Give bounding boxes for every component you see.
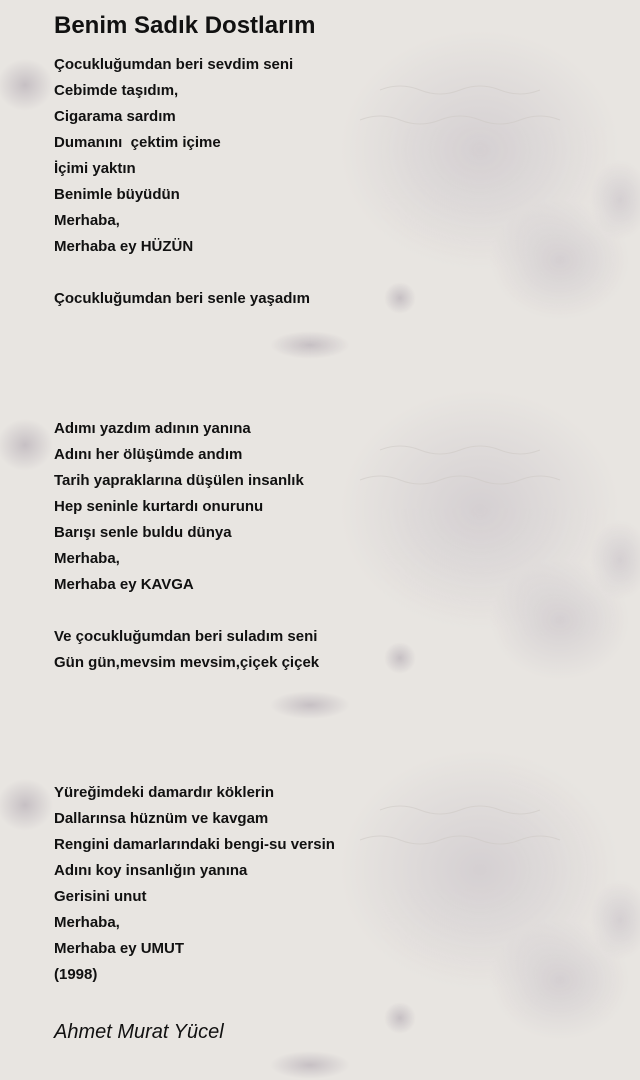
poem-line bbox=[54, 338, 335, 364]
poem-line: Çocukluğumdan beri sevdim seni bbox=[54, 56, 294, 73]
poem-line: Merhaba, bbox=[54, 212, 120, 229]
poem-page bbox=[54, 0, 620, 1080]
poem-line: Cebimde taşıdım, bbox=[54, 82, 179, 99]
poem-line: Cigarama sardım bbox=[54, 108, 176, 125]
poem-line: Merhaba, bbox=[54, 550, 120, 567]
poem-line: Gerisini unut bbox=[54, 888, 147, 905]
poem-body bbox=[54, 52, 335, 988]
poem-line bbox=[54, 312, 335, 338]
poem-line: Adını koy insanlığın yanına bbox=[54, 862, 248, 879]
poem-line bbox=[54, 364, 335, 390]
poem-line: Tarih yapraklarına düşülen insanlık bbox=[54, 472, 304, 489]
poem-line: Gün gün,mevsim mevsim,çiçek çiçek bbox=[54, 654, 320, 671]
poem-author: Ahmet Murat Yücel bbox=[54, 1021, 224, 1043]
poem-line: Dumanını çektim içime bbox=[54, 134, 221, 151]
poem-line: Çocukluğumdan beri senle yaşadım bbox=[54, 290, 310, 307]
poem-line bbox=[54, 754, 335, 780]
poem-line: Dallarınsa hüznüm ve kavgam bbox=[54, 810, 269, 827]
poem-line bbox=[54, 676, 335, 702]
poem-line bbox=[54, 702, 335, 728]
poem-line: Adımı yazdım adının yanına bbox=[54, 420, 251, 437]
poem-line bbox=[54, 728, 335, 754]
poem-line: Barışı senle buldu dünya bbox=[54, 524, 232, 541]
poem-line: Yüreğimdeki damardır köklerin bbox=[54, 784, 275, 801]
poem-line: Ve çocukluğumdan beri suladım seni bbox=[54, 628, 318, 645]
poem-line: Merhaba, bbox=[54, 914, 120, 931]
poem-line: (1998) bbox=[54, 966, 98, 983]
poem-line: Rengini damarlarındaki bengi-su versin bbox=[54, 836, 335, 853]
poem-line: Hep seninle kurtardı onurunu bbox=[54, 498, 264, 515]
poem-title: Benim Sadık Dostlarım bbox=[54, 12, 316, 39]
poem-line: Merhaba ey KAVGA bbox=[54, 576, 194, 593]
poem-line bbox=[54, 390, 335, 416]
poem-line: Merhaba ey HÜZÜN bbox=[54, 238, 194, 255]
poem-line: İçimi yaktın bbox=[54, 160, 136, 177]
poem-line: Merhaba ey UMUT bbox=[54, 940, 185, 957]
poem-line bbox=[54, 260, 335, 286]
poem-line: Benimle büyüdün bbox=[54, 186, 180, 203]
poem-line: Adını her ölüşümde andım bbox=[54, 446, 243, 463]
poem-line bbox=[54, 598, 335, 624]
